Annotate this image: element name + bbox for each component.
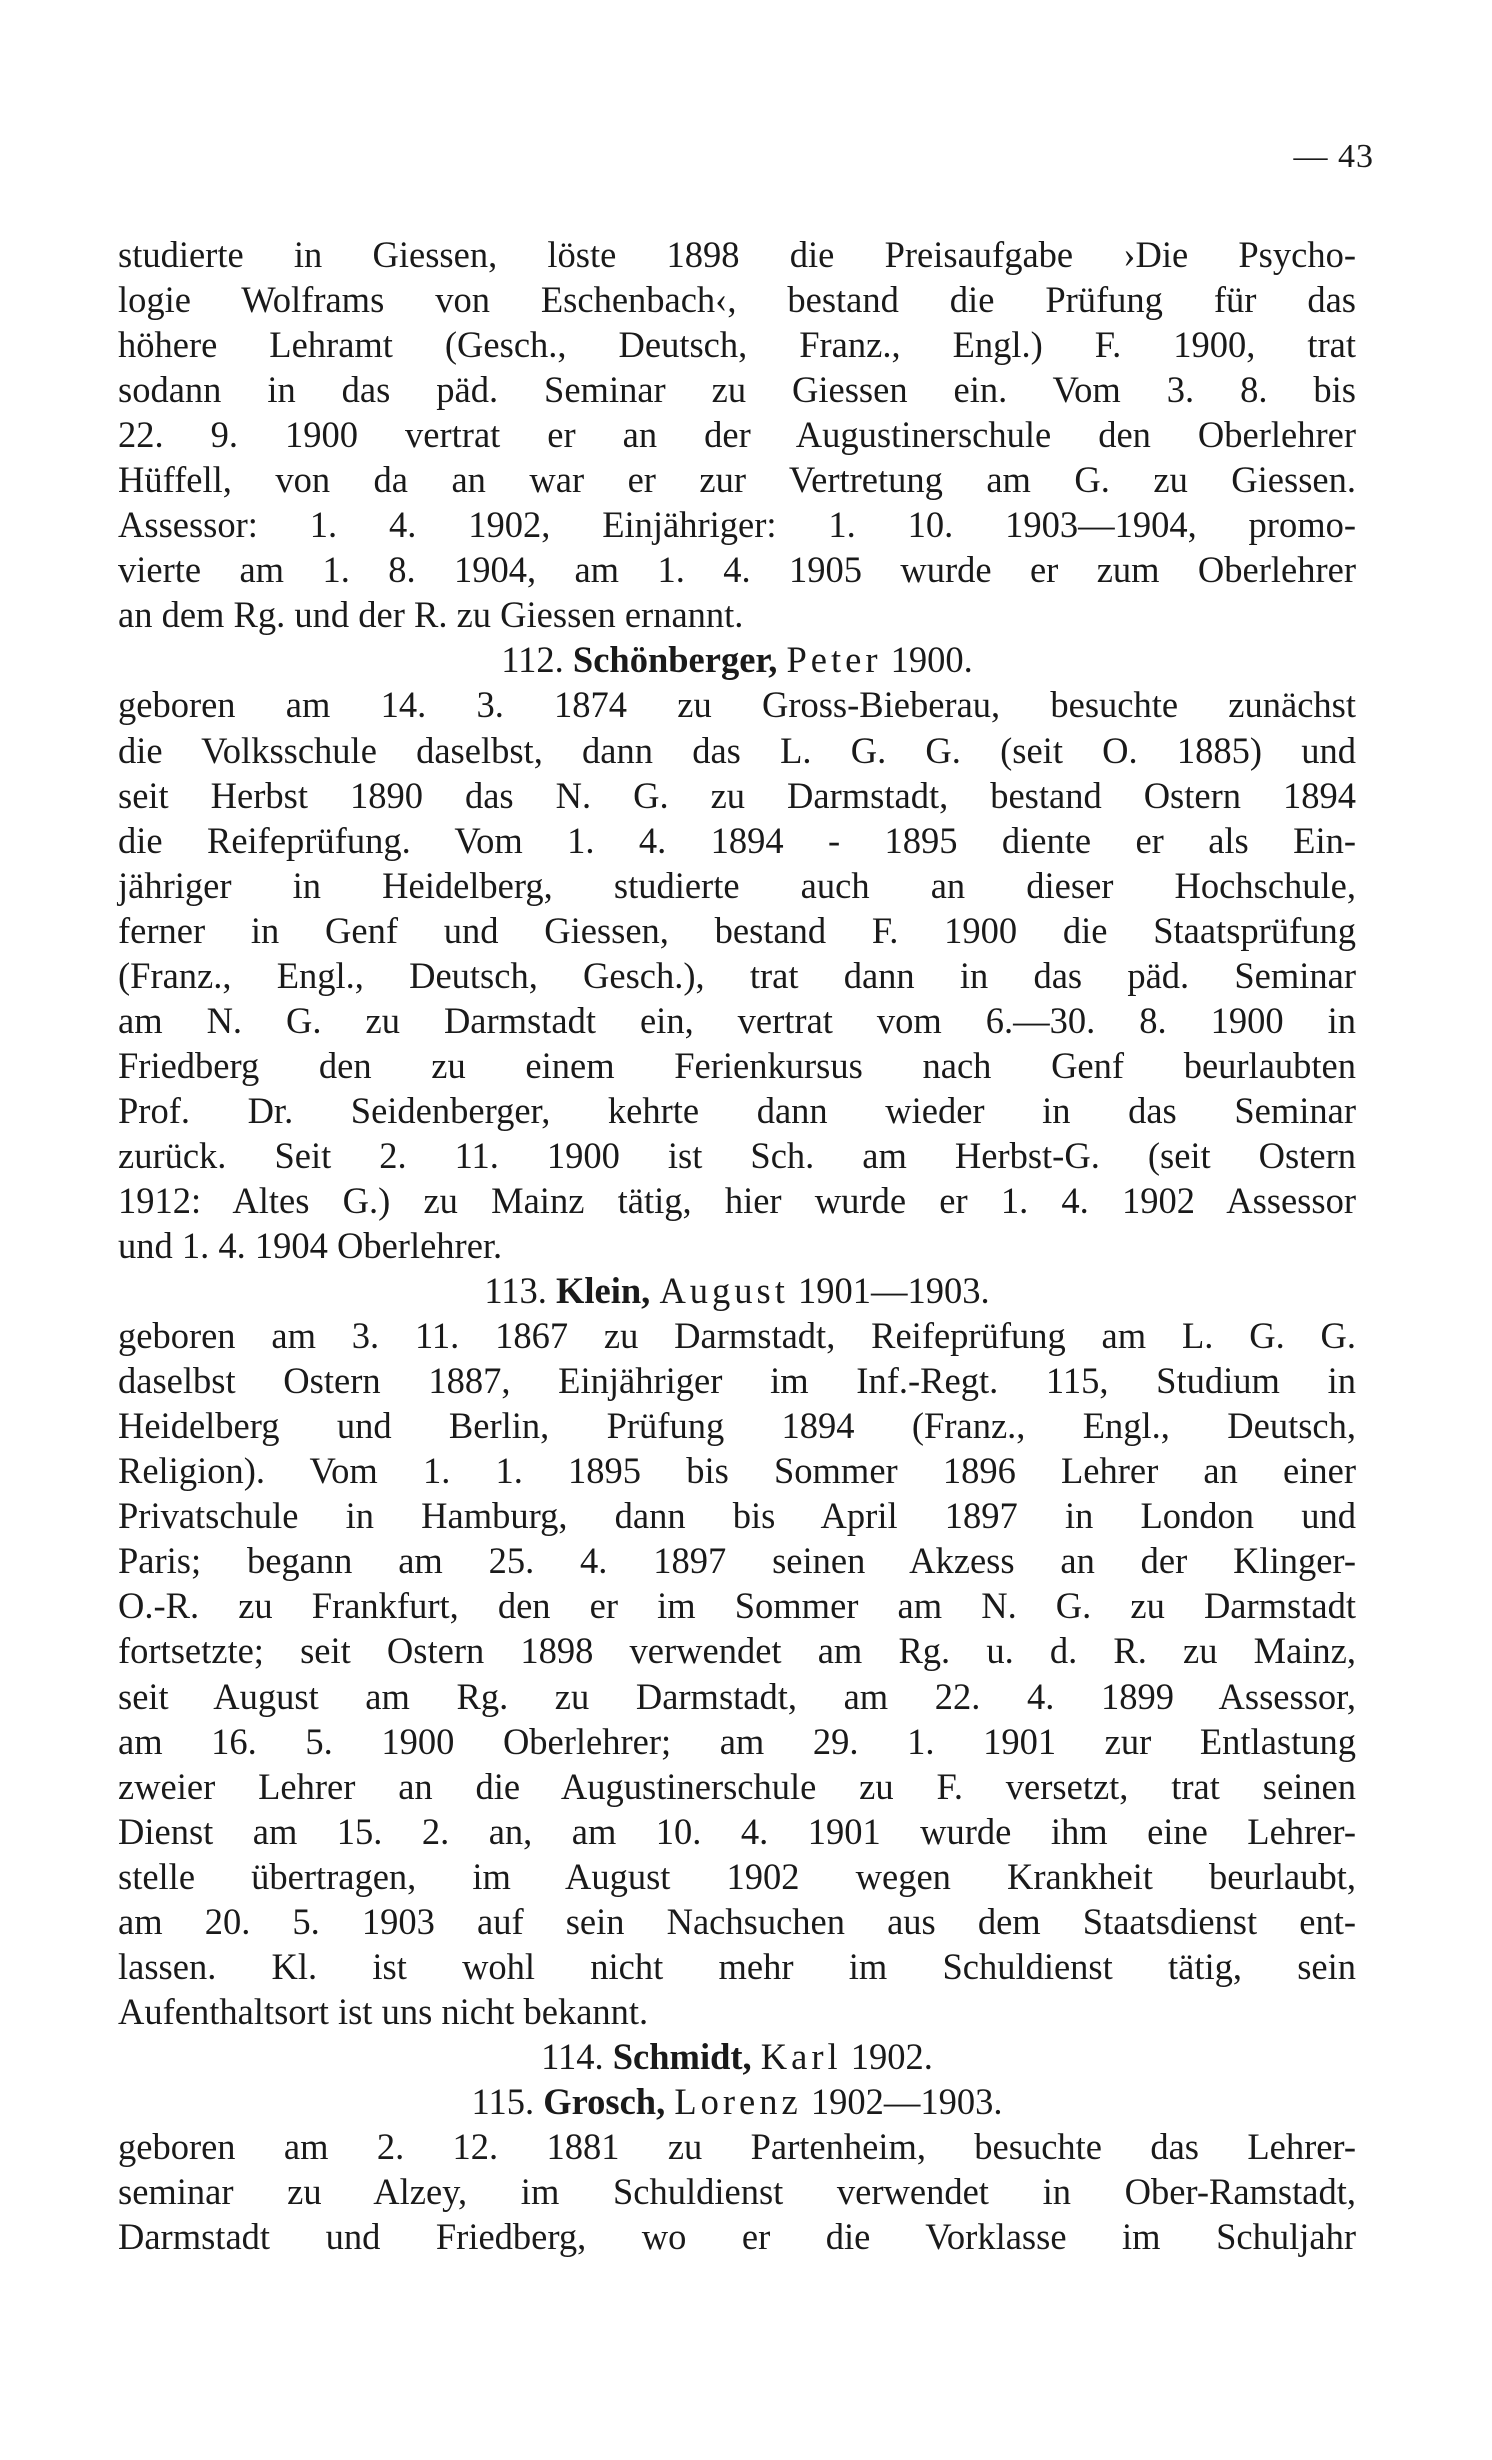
text-line: ferner in Genf und Giessen, bestand F. 1900 die Staatsprüfung [118, 909, 1356, 951]
entry-heading-113 [118, 1268, 1356, 1313]
text-line: Heidelberg und Berlin, Prüfung 1894 (Franz., Engl., Deutsch, [118, 1405, 1356, 1447]
entry-firstname: Karl [760, 2035, 842, 2077]
text-line: an dem Rg. und der R. zu Giessen ernannt. [118, 594, 744, 636]
text-line: vierte am 1. 8. 1904, am 1. 4. 1905 wurde er zum Oberlehrer [118, 549, 1356, 591]
text-line: seit August am Rg. zu Darmstadt, am 22. 4. 1899 Assessor, [118, 1675, 1356, 1717]
entry-number: 115. [471, 2080, 535, 2122]
text-line: Assessor: 1. 4. 1902, Einjähriger: 1. 10. 1903—1904, promo- [118, 504, 1356, 546]
page-body [118, 232, 1356, 2259]
entry-heading-112 [118, 637, 1356, 682]
text-line: sodann in das päd. Seminar zu Giessen ein. Vom 3. 8. bis [118, 369, 1356, 411]
text-line: O.-R. zu Frankfurt, den er im Sommer am N. G. zu Darmstadt [118, 1585, 1356, 1627]
text-line: die Volksschule daselbst, dann das L. G. G. (seit O. 1885) und [118, 729, 1356, 771]
text-line: zweier Lehrer an die Augustinerschule zu F. versetzt, trat seinen [118, 1765, 1356, 1807]
entry-number: 114. [541, 2035, 604, 2077]
entry-surname: Klein, [556, 1270, 651, 1312]
text-line: lassen. Kl. ist wohl nicht mehr im Schuldienst tätig, sein [118, 1945, 1356, 1987]
text-line: am N. G. zu Darmstadt ein, vertrat vom 6.—30. 8. 1900 in [118, 999, 1356, 1041]
text-line: Dienst am 15. 2. an, am 10. 4. 1901 wurde ihm eine Lehrer- [118, 1810, 1356, 1852]
text-line: geboren am 2. 12. 1881 zu Partenheim, besuchte das Lehrer- [118, 2125, 1356, 2167]
entry-number: 112. [501, 639, 564, 681]
entry-surname: Grosch, [543, 2080, 666, 2122]
text-line: seit Herbst 1890 das N. G. zu Darmstadt, bestand Ostern 1894 [118, 774, 1356, 816]
entry-firstname: August [659, 1270, 789, 1312]
text-line: geboren am 14. 3. 1874 zu Gross-Bieberau, besuchte zunächst [118, 684, 1356, 726]
text-line: höhere Lehramt (Gesch., Deutsch, Franz., Engl.) F. 1900, trat [118, 324, 1356, 366]
text-line: 1912: Altes G.) zu Mainz tätig, hier wurde er 1. 4. 1902 Assessor [118, 1179, 1356, 1221]
text-line: zurück. Seit 2. 11. 1900 ist Sch. am Herbst-G. (seit Ostern [118, 1134, 1356, 1176]
text-line: studierte in Giessen, löste 1898 die Preisaufgabe ›Die Psycho- [118, 234, 1356, 275]
entry-years: 1901—1903. [798, 1270, 990, 1312]
text-line: logie Wolframs von Eschenbach‹, bestand die Prüfung für das [118, 279, 1356, 321]
entry-years: 1902. [850, 2035, 933, 2077]
text-line: fortsetzte; seit Ostern 1898 verwendet am Rg. u. d. R. zu Mainz, [118, 1630, 1356, 1672]
text-line: (Franz., Engl., Deutsch, Gesch.), trat dann in das päd. Seminar [118, 954, 1356, 996]
entry-heading-114 [118, 2034, 1356, 2079]
text-line: am 16. 5. 1900 Oberlehrer; am 29. 1. 1901 zur Entlastung [118, 1720, 1356, 1762]
entry-number: 113. [484, 1270, 547, 1312]
text-line: Hüffell, von da an war er zur Vertretung am G. zu Giessen. [118, 459, 1356, 501]
text-line: geboren am 3. 11. 1867 zu Darmstadt, Reifeprüfung am L. G. G. [118, 1315, 1356, 1357]
text-line: seminar zu Alzey, im Schuldienst verwendet in Ober-Ramstadt, [118, 2171, 1356, 2213]
text-line: die Reifeprüfung. Vom 1. 4. 1894 - 1895 diente er als Ein- [118, 819, 1356, 861]
text-line: Prof. Dr. Seidenberger, kehrte dann wieder in das Seminar [118, 1089, 1356, 1131]
text-line: am 20. 5. 1903 auf sein Nachsuchen aus dem Staatsdienst ent- [118, 1900, 1356, 1942]
page-number: — 43 [1293, 138, 1374, 175]
entry-heading-115 [118, 2079, 1356, 2124]
entry-firstname: Peter [786, 639, 882, 681]
text-line: Darmstadt und Friedberg, wo er die Vorklasse im Schuljahr [118, 2216, 1356, 2258]
entry-firstname: Lorenz [674, 2080, 802, 2122]
entry-surname: Schönberger, [572, 639, 778, 681]
text-line: Religion). Vom 1. 1. 1895 bis Sommer 1896 Lehrer an einer [118, 1450, 1356, 1492]
text-line: Privatschule in Hamburg, dann bis April 1897 in London und [118, 1495, 1356, 1537]
text-line: daselbst Ostern 1887, Einjähriger im Inf.-Regt. 115, Studium in [118, 1360, 1356, 1402]
text-line: 22. 9. 1900 vertrat er an der Augustinerschule den Oberlehrer [118, 414, 1356, 456]
text-line: Aufenthaltsort ist uns nicht bekannt. [118, 1990, 649, 2032]
text-line: und 1. 4. 1904 Oberlehrer. [118, 1225, 503, 1267]
text-line: stelle übertragen, im August 1902 wegen Krankheit beurlaubt, [118, 1855, 1356, 1897]
text-line: jähriger in Heidelberg, studierte auch an dieser Hochschule, [118, 864, 1356, 906]
entry-years: 1902—1903. [810, 2080, 1003, 2122]
entry-surname: Schmidt, [612, 2035, 752, 2077]
text-line: Friedberg den zu einem Ferienkursus nach Genf beurlaubten [118, 1044, 1356, 1086]
entry-years: 1900. [890, 639, 973, 681]
text-line: Paris; begann am 25. 4. 1897 seinen Akzess an der Klinger- [118, 1540, 1356, 1582]
